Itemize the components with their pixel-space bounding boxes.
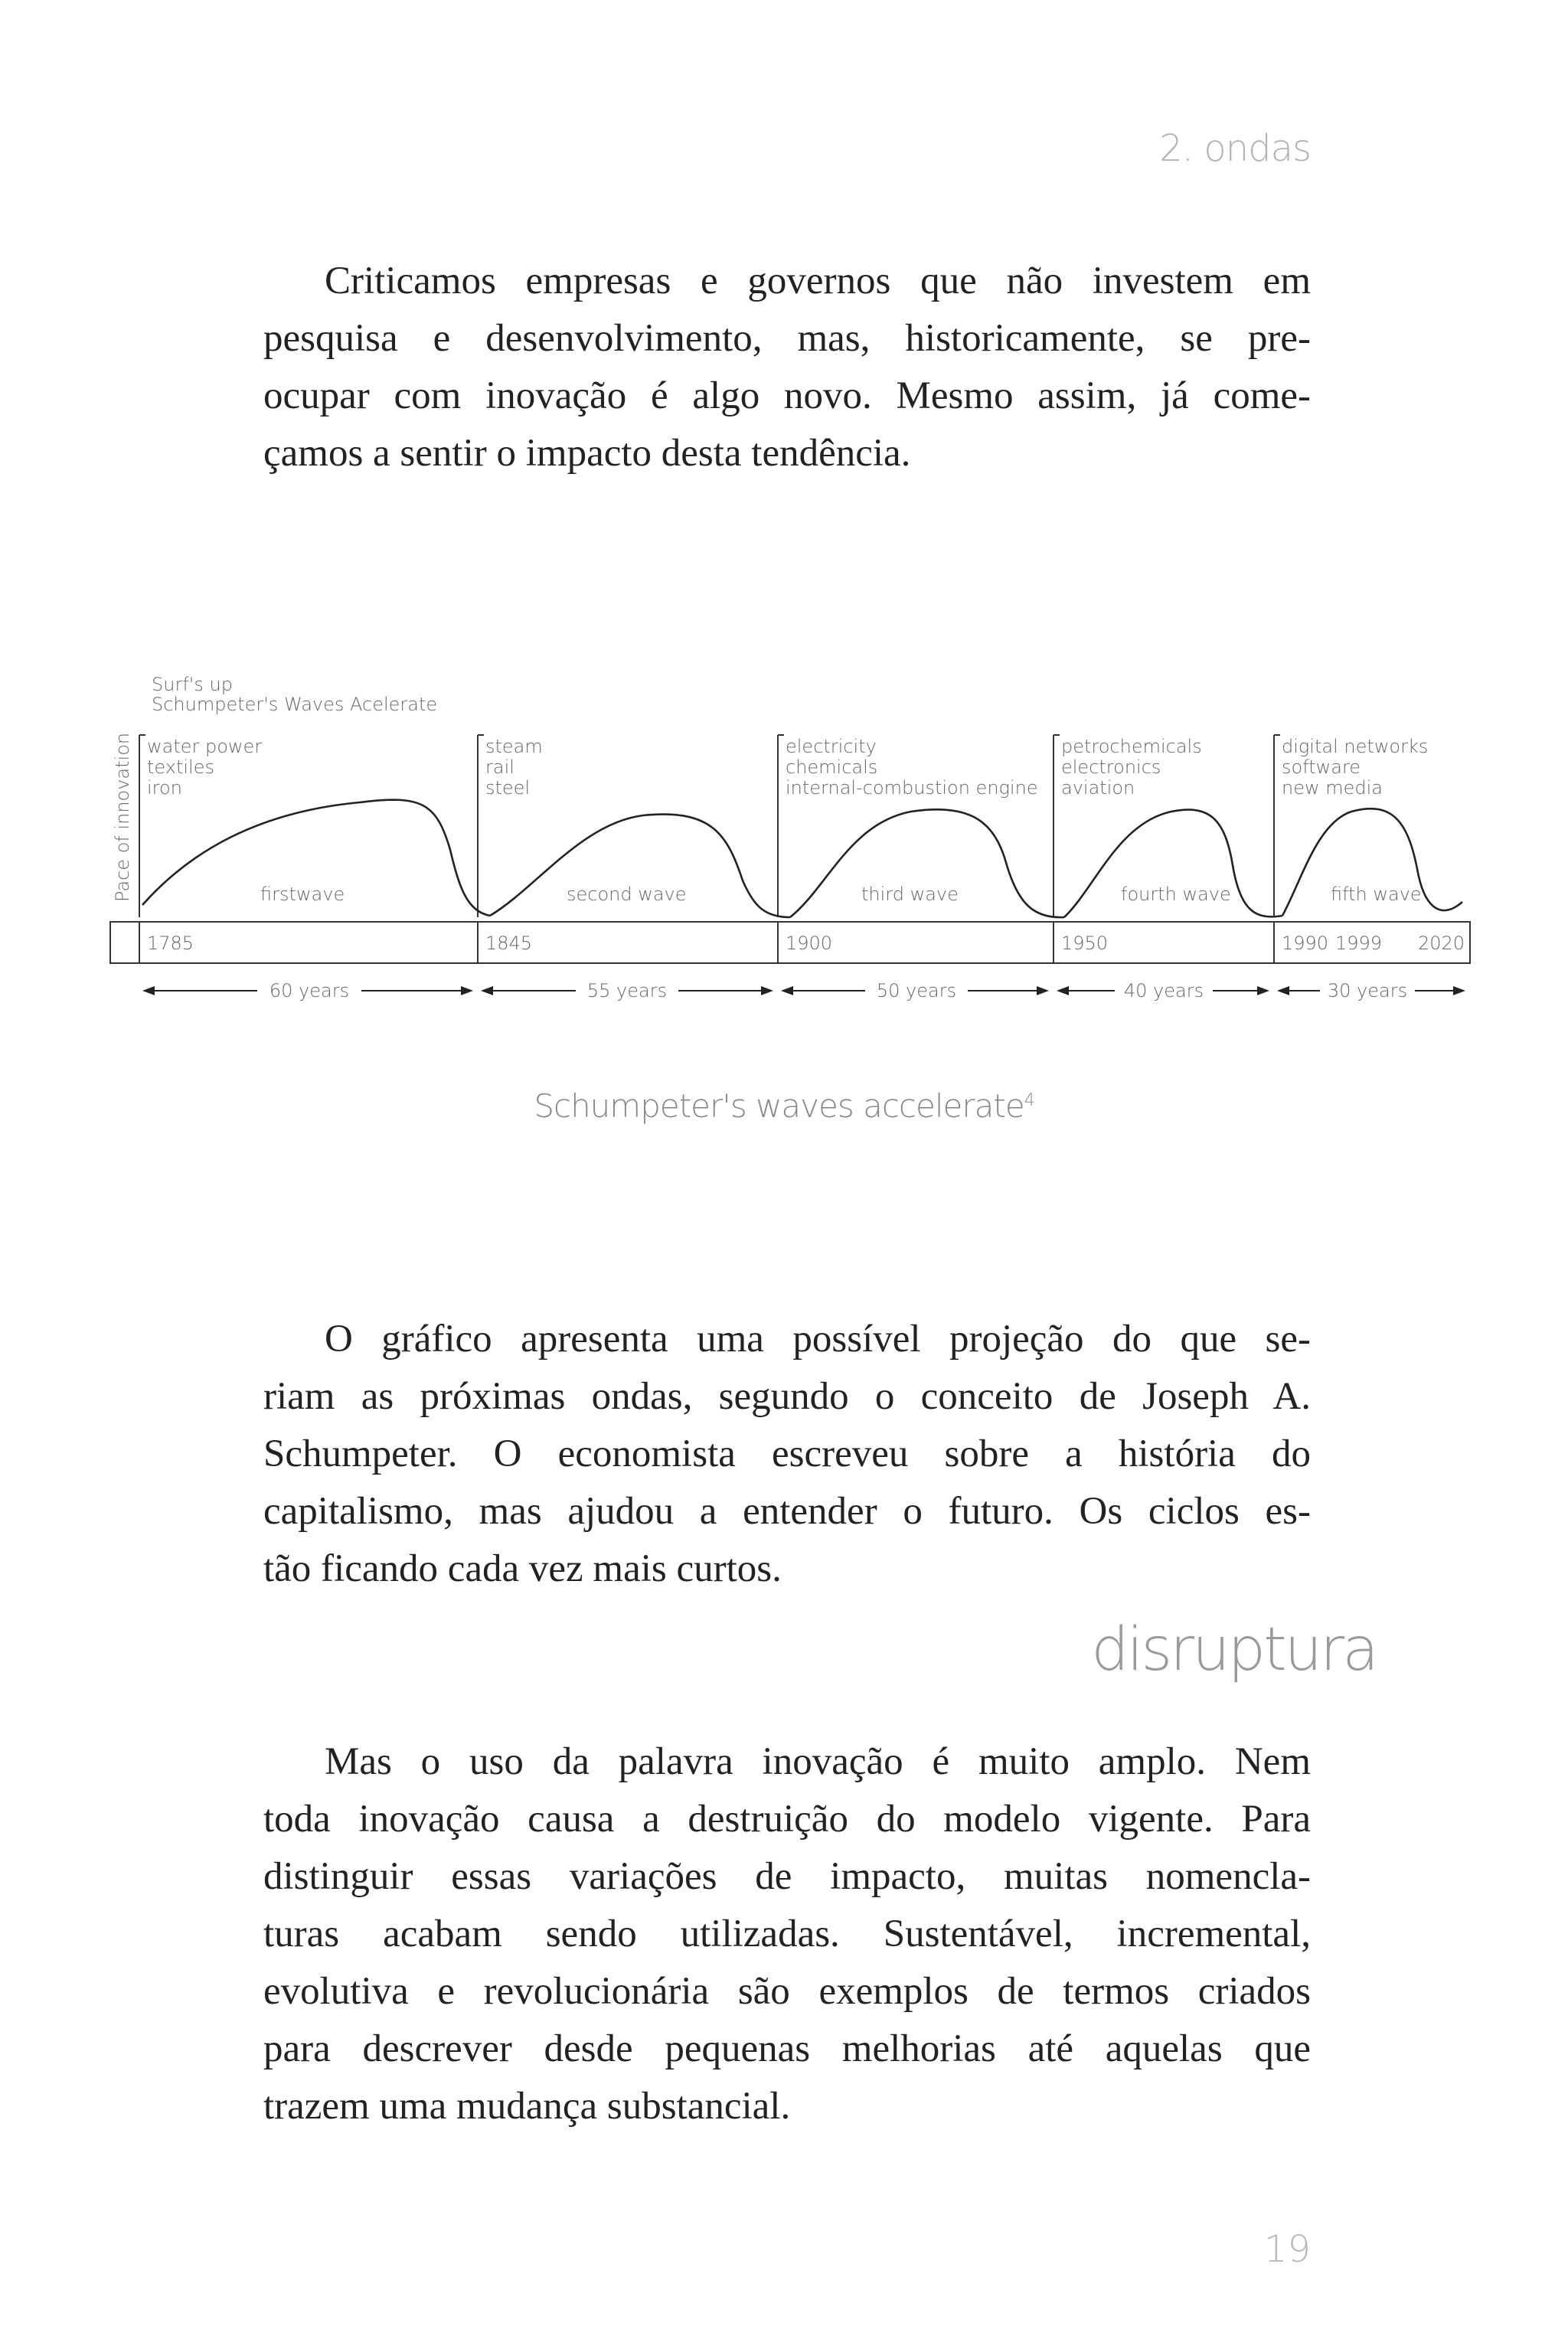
body-paragraph-2 — [263, 1311, 1311, 1598]
text-line: tão ficando cada vez mais curtos. — [263, 1547, 782, 1590]
figure-caption — [0, 1087, 1568, 1125]
tech-label: electricity — [786, 736, 877, 757]
text-line: Schumpeter. O economista escreveu sobre a história do — [263, 1432, 1311, 1475]
figure-title-line-2: Schumpeter's Waves Acelerate — [152, 694, 438, 715]
tech-label: chemicals — [786, 756, 878, 778]
duration-label: 30 years — [1327, 980, 1408, 1001]
text-line: turas acabam sendo utilizadas. Sustentável, incremental, — [263, 1913, 1311, 1955]
year-label: 2020 — [1418, 933, 1465, 954]
tech-label: textiles — [147, 756, 214, 778]
text-line: O gráfico apresenta uma possível projeção do que se- — [325, 1318, 1311, 1361]
wave-label-1: firstwave — [260, 884, 345, 905]
year-label: 1785 — [147, 933, 194, 954]
text-line: çamos a sentir o impacto desta tendência. — [263, 432, 911, 475]
year-label: 1845 — [485, 933, 533, 954]
schumpeter-waves-figure — [107, 658, 1478, 1026]
text-line: pesquisa e desenvolvimento, mas, historicamente, se pre- — [263, 317, 1311, 360]
text-line: toda inovação causa a destruição do modelo vigente. Para — [263, 1798, 1311, 1841]
figure-title-line-1: Surf's up — [152, 674, 233, 695]
duration-label: 55 years — [586, 980, 668, 1001]
wave-label-3: third wave — [861, 884, 959, 905]
tech-label: rail — [485, 756, 514, 778]
text-line: Mas o uso da palavra inovação é muito amplo. Nem — [325, 1740, 1311, 1783]
text-line: distinguir essas variações de impacto, muitas nomencla- — [263, 1855, 1311, 1898]
year-label: 1990 — [1282, 933, 1329, 954]
running-head: 2. ondas — [1159, 127, 1311, 170]
technology-labels — [147, 736, 1428, 799]
tech-label: internal-combustion engine — [786, 777, 1038, 799]
tech-label: software — [1282, 756, 1361, 778]
duration-label: 50 years — [876, 980, 957, 1001]
text-line: trazem uma mudança substancial. — [263, 2085, 791, 2128]
tech-label: aviation — [1061, 777, 1135, 799]
tech-label: digital networks — [1282, 736, 1429, 757]
tech-label: iron — [147, 777, 182, 799]
wave-name-labels — [260, 884, 1422, 905]
text-line: ocupar com inovação é algo novo. Mesmo assim, já come- — [263, 374, 1311, 417]
y-axis-label: Pace of innovation — [112, 732, 133, 902]
text-line: riam as próximas ondas, segundo o conceito de Joseph A. — [263, 1375, 1311, 1418]
tech-label: petrochemicals — [1061, 736, 1202, 757]
page-number: 19 — [1263, 2228, 1311, 2271]
body-paragraph-3 — [263, 1733, 1311, 2135]
wave-label-5: fifth wave — [1331, 884, 1422, 905]
text-line: capitalismo, mas ajudou a entender o futuro. Os ciclos es- — [263, 1490, 1311, 1533]
text-line: Criticamos empresas e governos que não investem em — [325, 260, 1311, 302]
year-label: 1950 — [1061, 933, 1109, 954]
tech-label: electronics — [1061, 756, 1161, 778]
duration-label: 40 years — [1123, 980, 1204, 1001]
tech-label: water power — [147, 736, 263, 757]
wave-label-4: fourth wave — [1121, 884, 1231, 905]
duration-label: 60 years — [269, 980, 350, 1001]
waves-diagram — [107, 658, 1478, 1026]
year-labels — [147, 933, 1465, 954]
caption-footnote-marker: 4 — [1024, 1091, 1034, 1110]
caption-text: Schumpeter's waves accelerate — [534, 1087, 1024, 1125]
text-line: para descrever desde pequenas melhorias até aquelas que — [263, 2027, 1311, 2070]
text-line: evolutiva e revolucionária são exemplos de termos criados — [263, 1970, 1311, 2013]
tech-label: new media — [1282, 777, 1383, 799]
year-label: 1999 — [1335, 933, 1383, 954]
tech-label: steel — [485, 777, 531, 799]
body-paragraph-1 — [263, 253, 1311, 482]
section-heading: disruptura — [1091, 1615, 1377, 1684]
year-label: 1900 — [786, 933, 833, 954]
wave-label-2: second wave — [567, 884, 687, 905]
tech-label: steam — [485, 736, 543, 757]
